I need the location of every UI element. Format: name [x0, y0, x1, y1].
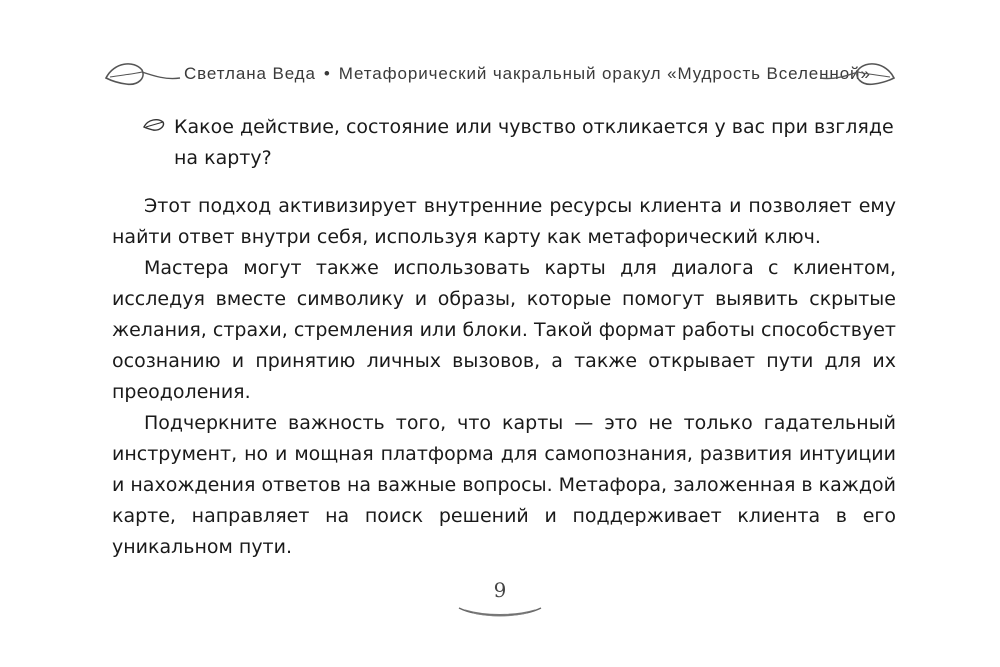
bullet-text: Какое действие, состояние или чувство откликается у вас при взгляде на карту?	[174, 116, 894, 169]
body-paragraph: Подчеркните важность того, что карты — это не только гадательный инструмент, но и мощная платформа для самопознания, развития интуиции и нахождения ответов на важные вопросы. Метафора, заложенная в каждой карте, направляет на поиск решений и поддерживает клиента в его уникальном пути.	[112, 412, 896, 558]
body-paragraph: Этот подход активизирует внутренние ресурсы клиента и позволяет ему найти ответ внутри себя, используя карту как метафорический ключ.	[112, 195, 896, 248]
leaf-bullet-icon	[142, 117, 166, 133]
header-separator: •	[323, 64, 331, 83]
header-author: Светлана Веда	[184, 64, 316, 83]
page-footer	[450, 578, 550, 628]
bullet-item	[112, 112, 896, 174]
page-content	[112, 112, 896, 563]
body-paragraph: Мастера могут также использовать карты для диалога с клиентом, исследуя вместе символику и образы, которые помогут выявить скрытые желания, страхи, стремления или блоки. Такой формат работы способствует осознанию и принятию личных вызовов, а также открывает пути для их преодоления.	[112, 257, 896, 403]
header-text	[184, 64, 871, 84]
swash-ornament-icon	[455, 602, 545, 624]
header-book-title: Метафорический чакральный оракул «Мудрость Вселенной»	[338, 64, 871, 83]
leaf-ornament-icon	[818, 58, 898, 92]
leaf-ornament-icon	[102, 58, 182, 92]
running-header	[100, 58, 900, 92]
page-number: 9	[493, 578, 507, 602]
